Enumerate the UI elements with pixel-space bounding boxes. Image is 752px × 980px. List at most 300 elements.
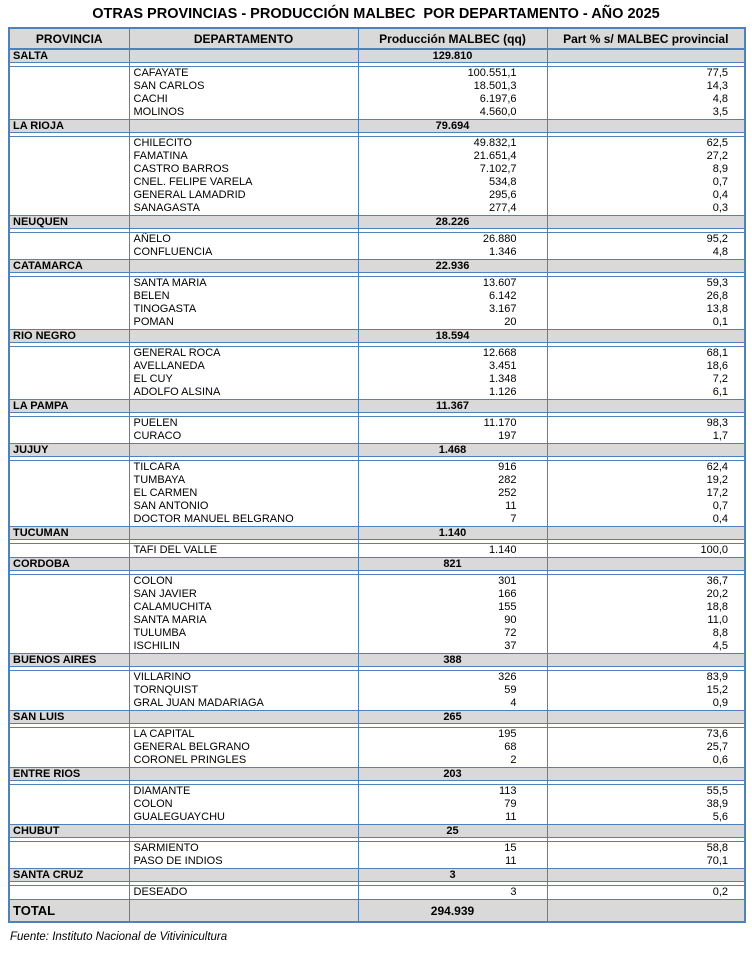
province-empty-cell [547, 330, 745, 343]
production-value-cell: 197 [358, 430, 547, 444]
column-header-provincia: PROVINCIA [9, 28, 129, 49]
department-name-cell: CASTRO BARROS [129, 163, 358, 176]
department-empty-cell [9, 588, 129, 601]
department-empty-cell [9, 487, 129, 500]
department-name-cell: CONFLUENCIA [129, 246, 358, 260]
share-value-cell: 38,9 [547, 798, 745, 811]
department-row [9, 811, 745, 825]
province-empty-cell [547, 558, 745, 571]
share-value-cell: 83,9 [547, 671, 745, 685]
department-empty-cell [9, 614, 129, 627]
department-empty-cell [9, 290, 129, 303]
department-empty-cell [9, 728, 129, 742]
production-value-cell: 155 [358, 601, 547, 614]
production-value-cell: 11 [358, 811, 547, 825]
province-empty-cell [129, 216, 358, 229]
production-value-cell: 3.167 [358, 303, 547, 316]
share-value-cell: 0,9 [547, 697, 745, 711]
share-value-cell: 26,8 [547, 290, 745, 303]
province-name-cell: NEUQUEN [9, 216, 129, 229]
production-value-cell: 326 [358, 671, 547, 685]
production-value-cell: 252 [358, 487, 547, 500]
province-empty-cell [129, 260, 358, 273]
department-empty-cell [9, 246, 129, 260]
department-name-cell: TILCARA [129, 461, 358, 475]
department-name-cell: SANTA MARIA [129, 277, 358, 291]
province-name-cell: RIO NEGRO [9, 330, 129, 343]
province-row [9, 654, 745, 667]
department-empty-cell [9, 316, 129, 330]
department-name-cell: SAN ANTONIO [129, 500, 358, 513]
share-value-cell: 4,8 [547, 246, 745, 260]
province-name-cell: BUENOS AIRES [9, 654, 129, 667]
province-name-cell: CORDOBA [9, 558, 129, 571]
province-name-cell: SALTA [9, 49, 129, 63]
province-empty-cell [547, 768, 745, 781]
province-empty-cell [129, 654, 358, 667]
province-total-cell: 821 [358, 558, 547, 571]
department-row [9, 697, 745, 711]
production-value-cell: 11 [358, 500, 547, 513]
province-empty-cell [129, 768, 358, 781]
province-total-cell: 11.367 [358, 400, 547, 413]
department-name-cell: MOLINOS [129, 106, 358, 120]
province-name-cell: JUJUY [9, 444, 129, 457]
department-name-cell: CHILECITO [129, 137, 358, 151]
department-name-cell: ADOLFO ALSINA [129, 386, 358, 400]
department-empty-cell [9, 754, 129, 768]
production-value-cell: 26.880 [358, 233, 547, 247]
department-empty-cell [9, 785, 129, 799]
share-value-cell: 7,2 [547, 373, 745, 386]
department-name-cell: COLON [129, 798, 358, 811]
share-value-cell: 20,2 [547, 588, 745, 601]
share-value-cell: 18,8 [547, 601, 745, 614]
department-empty-cell [9, 461, 129, 475]
department-empty-cell [9, 684, 129, 697]
department-row [9, 614, 745, 627]
province-total-cell: 388 [358, 654, 547, 667]
table-body [9, 49, 745, 900]
production-value-cell: 90 [358, 614, 547, 627]
province-empty-cell [547, 260, 745, 273]
province-empty-cell [547, 444, 745, 457]
department-row [9, 246, 745, 260]
department-name-cell: CAFAYATE [129, 67, 358, 81]
department-name-cell: AÑELO [129, 233, 358, 247]
department-name-cell: TULUMBA [129, 627, 358, 640]
department-empty-cell [9, 842, 129, 856]
production-value-cell: 13.607 [358, 277, 547, 291]
department-row [9, 347, 745, 361]
province-empty-cell [129, 49, 358, 63]
share-value-cell: 73,6 [547, 728, 745, 742]
department-empty-cell [9, 640, 129, 654]
department-name-cell: TORNQUIST [129, 684, 358, 697]
production-value-cell: 6.142 [358, 290, 547, 303]
province-empty-cell [547, 216, 745, 229]
department-name-cell: PASO DE INDIOS [129, 855, 358, 869]
share-value-cell: 70,1 [547, 855, 745, 869]
province-empty-cell [547, 869, 745, 882]
province-row [9, 260, 745, 273]
department-name-cell: TINOGASTA [129, 303, 358, 316]
province-total-cell: 203 [358, 768, 547, 781]
department-row [9, 93, 745, 106]
province-name-cell: CATAMARCA [9, 260, 129, 273]
department-empty-cell [9, 137, 129, 151]
department-name-cell: PUELEN [129, 417, 358, 431]
province-empty-cell [129, 869, 358, 882]
share-value-cell: 3,5 [547, 106, 745, 120]
department-name-cell: COLON [129, 575, 358, 589]
province-total-cell: 18.594 [358, 330, 547, 343]
department-name-cell: VILLARINO [129, 671, 358, 685]
department-row [9, 627, 745, 640]
share-value-cell: 18,6 [547, 360, 745, 373]
production-value-cell: 49.832,1 [358, 137, 547, 151]
department-empty-cell [9, 233, 129, 247]
department-empty-cell [9, 575, 129, 589]
production-value-cell: 20 [358, 316, 547, 330]
share-value-cell: 27,2 [547, 150, 745, 163]
department-empty-cell [9, 601, 129, 614]
department-row [9, 67, 745, 81]
column-header-departamento: DEPARTAMENTO [129, 28, 358, 49]
share-value-cell: 62,4 [547, 461, 745, 475]
department-row [9, 601, 745, 614]
production-value-cell: 1.348 [358, 373, 547, 386]
department-row [9, 500, 745, 513]
production-value-cell: 534,8 [358, 176, 547, 189]
province-row [9, 558, 745, 571]
share-value-cell: 55,5 [547, 785, 745, 799]
production-value-cell: 72 [358, 627, 547, 640]
province-row [9, 216, 745, 229]
production-value-cell: 11 [358, 855, 547, 869]
department-row [9, 176, 745, 189]
production-value-cell: 1.140 [358, 544, 547, 558]
share-value-cell: 4,5 [547, 640, 745, 654]
department-name-cell: GENERAL BELGRANO [129, 741, 358, 754]
department-row [9, 163, 745, 176]
share-value-cell: 0,6 [547, 754, 745, 768]
department-row [9, 461, 745, 475]
production-value-cell: 277,4 [358, 202, 547, 216]
production-value-cell: 916 [358, 461, 547, 475]
department-empty-cell [9, 360, 129, 373]
share-value-cell: 77,5 [547, 67, 745, 81]
production-value-cell: 4 [358, 697, 547, 711]
department-empty-cell [9, 80, 129, 93]
department-name-cell: AVELLANEDA [129, 360, 358, 373]
department-empty-cell [9, 67, 129, 81]
department-name-cell: CNEL. FELIPE VARELA [129, 176, 358, 189]
province-empty-cell [547, 400, 745, 413]
production-value-cell: 2 [358, 754, 547, 768]
province-empty-cell [129, 825, 358, 838]
department-row [9, 544, 745, 558]
department-empty-cell [9, 544, 129, 558]
share-value-cell: 13,8 [547, 303, 745, 316]
province-row [9, 825, 745, 838]
department-row [9, 842, 745, 856]
department-name-cell: SARMIENTO [129, 842, 358, 856]
province-empty-cell [547, 825, 745, 838]
department-row [9, 233, 745, 247]
department-name-cell: CACHI [129, 93, 358, 106]
province-total-cell: 265 [358, 711, 547, 724]
department-empty-cell [9, 347, 129, 361]
production-value-cell: 68 [358, 741, 547, 754]
share-value-cell: 5,6 [547, 811, 745, 825]
department-empty-cell [9, 798, 129, 811]
department-empty-cell [9, 474, 129, 487]
production-table [8, 27, 746, 923]
column-header-produccion: Producción MALBEC (qq) [358, 28, 547, 49]
total-empty-cell [547, 900, 745, 923]
province-total-cell: 1.468 [358, 444, 547, 457]
total-empty-cell [129, 900, 358, 923]
department-row [9, 290, 745, 303]
department-name-cell: DOCTOR MANUEL BELGRANO [129, 513, 358, 527]
department-empty-cell [9, 373, 129, 386]
department-name-cell: DIAMANTE [129, 785, 358, 799]
table-title: OTRAS PROVINCIAS - PRODUCCIÓN MALBEC POR DEPARTAMENTO - AÑO 2025 [92, 6, 660, 22]
province-empty-cell [547, 654, 745, 667]
share-value-cell: 11,0 [547, 614, 745, 627]
production-value-cell: 1.346 [358, 246, 547, 260]
province-total-cell: 129.810 [358, 49, 547, 63]
column-header-part: Part % s/ MALBEC provincial [547, 28, 745, 49]
department-row [9, 671, 745, 685]
province-row [9, 768, 745, 781]
total-row [9, 900, 745, 923]
province-row [9, 869, 745, 882]
province-row [9, 49, 745, 63]
department-row [9, 386, 745, 400]
share-value-cell: 8,8 [547, 627, 745, 640]
share-value-cell: 1,7 [547, 430, 745, 444]
department-empty-cell [9, 430, 129, 444]
province-empty-cell [547, 711, 745, 724]
share-value-cell: 0,2 [547, 886, 745, 900]
department-name-cell: CORONEL PRINGLES [129, 754, 358, 768]
province-row [9, 711, 745, 724]
department-empty-cell [9, 189, 129, 202]
share-value-cell: 36,7 [547, 575, 745, 589]
share-value-cell: 62,5 [547, 137, 745, 151]
production-value-cell: 3.451 [358, 360, 547, 373]
department-row [9, 741, 745, 754]
department-empty-cell [9, 886, 129, 900]
province-row [9, 330, 745, 343]
share-value-cell: 98,3 [547, 417, 745, 431]
department-empty-cell [9, 163, 129, 176]
department-row [9, 360, 745, 373]
department-name-cell: ISCHILIN [129, 640, 358, 654]
department-empty-cell [9, 386, 129, 400]
department-row [9, 640, 745, 654]
department-empty-cell [9, 741, 129, 754]
share-value-cell: 0,7 [547, 176, 745, 189]
department-empty-cell [9, 513, 129, 527]
share-value-cell: 25,7 [547, 741, 745, 754]
production-value-cell: 21.651,4 [358, 150, 547, 163]
province-total-cell: 79.694 [358, 120, 547, 133]
department-name-cell: TAFI DEL VALLE [129, 544, 358, 558]
department-row [9, 316, 745, 330]
province-empty-cell [547, 527, 745, 540]
production-value-cell: 113 [358, 785, 547, 799]
department-row [9, 575, 745, 589]
share-value-cell: 15,2 [547, 684, 745, 697]
share-value-cell: 14,3 [547, 80, 745, 93]
province-empty-cell [547, 120, 745, 133]
share-value-cell: 4,8 [547, 93, 745, 106]
province-empty-cell [129, 527, 358, 540]
share-value-cell: 19,2 [547, 474, 745, 487]
production-value-cell: 37 [358, 640, 547, 654]
province-name-cell: LA RIOJA [9, 120, 129, 133]
department-name-cell: TUMBAYA [129, 474, 358, 487]
production-value-cell: 7.102,7 [358, 163, 547, 176]
production-value-cell: 18.501,3 [358, 80, 547, 93]
department-row [9, 513, 745, 527]
department-empty-cell [9, 697, 129, 711]
department-row [9, 202, 745, 216]
header-row [9, 28, 745, 49]
department-empty-cell [9, 811, 129, 825]
share-value-cell: 59,3 [547, 277, 745, 291]
province-empty-cell [129, 711, 358, 724]
production-value-cell: 12.668 [358, 347, 547, 361]
department-row [9, 785, 745, 799]
department-row [9, 373, 745, 386]
department-row [9, 417, 745, 431]
province-total-cell: 1.140 [358, 527, 547, 540]
department-row [9, 303, 745, 316]
province-row [9, 444, 745, 457]
department-row [9, 855, 745, 869]
department-row [9, 588, 745, 601]
province-empty-cell [129, 444, 358, 457]
production-value-cell: 1.126 [358, 386, 547, 400]
province-name-cell: SAN LUIS [9, 711, 129, 724]
department-name-cell: GENERAL ROCA [129, 347, 358, 361]
department-empty-cell [9, 627, 129, 640]
province-empty-cell [547, 49, 745, 63]
province-name-cell: ENTRE RIOS [9, 768, 129, 781]
share-value-cell: 58,8 [547, 842, 745, 856]
department-name-cell: FAMATINA [129, 150, 358, 163]
province-row [9, 120, 745, 133]
department-row [9, 798, 745, 811]
department-row [9, 137, 745, 151]
share-value-cell: 100,0 [547, 544, 745, 558]
production-value-cell: 282 [358, 474, 547, 487]
share-value-cell: 0,3 [547, 202, 745, 216]
share-value-cell: 17,2 [547, 487, 745, 500]
department-name-cell: SANTA MARIA [129, 614, 358, 627]
department-empty-cell [9, 150, 129, 163]
production-value-cell: 79 [358, 798, 547, 811]
department-row [9, 474, 745, 487]
department-row [9, 684, 745, 697]
department-name-cell: EL CUY [129, 373, 358, 386]
production-value-cell: 11.170 [358, 417, 547, 431]
department-row [9, 430, 745, 444]
department-row [9, 189, 745, 202]
province-empty-cell [129, 400, 358, 413]
province-name-cell: CHUBUT [9, 825, 129, 838]
province-total-cell: 22.936 [358, 260, 547, 273]
share-value-cell: 6,1 [547, 386, 745, 400]
province-total-cell: 3 [358, 869, 547, 882]
department-name-cell: LA CAPITAL [129, 728, 358, 742]
production-value-cell: 59 [358, 684, 547, 697]
department-name-cell: POMAN [129, 316, 358, 330]
production-value-cell: 301 [358, 575, 547, 589]
department-name-cell: GRAL JUAN MADARIAGA [129, 697, 358, 711]
department-row [9, 487, 745, 500]
share-value-cell: 68,1 [547, 347, 745, 361]
department-name-cell: CALAMUCHITA [129, 601, 358, 614]
production-value-cell: 295,6 [358, 189, 547, 202]
province-empty-cell [129, 120, 358, 133]
production-value-cell: 15 [358, 842, 547, 856]
production-value-cell: 3 [358, 886, 547, 900]
production-value-cell: 166 [358, 588, 547, 601]
source-note: Fuente: Instituto Nacional de Vitivinicultura [10, 931, 228, 943]
province-total-cell: 25 [358, 825, 547, 838]
department-empty-cell [9, 303, 129, 316]
department-name-cell: BELEN [129, 290, 358, 303]
share-value-cell: 95,2 [547, 233, 745, 247]
share-value-cell: 0,7 [547, 500, 745, 513]
share-value-cell: 8,9 [547, 163, 745, 176]
production-value-cell: 7 [358, 513, 547, 527]
department-empty-cell [9, 671, 129, 685]
department-row [9, 80, 745, 93]
share-value-cell: 0,4 [547, 189, 745, 202]
share-value-cell: 0,4 [547, 513, 745, 527]
department-row [9, 106, 745, 120]
province-empty-cell [129, 558, 358, 571]
department-name-cell: GENERAL LAMADRID [129, 189, 358, 202]
department-name-cell: SANAGASTA [129, 202, 358, 216]
department-name-cell: CURACO [129, 430, 358, 444]
department-name-cell: GUALEGUAYCHU [129, 811, 358, 825]
department-empty-cell [9, 202, 129, 216]
department-row [9, 754, 745, 768]
department-empty-cell [9, 500, 129, 513]
province-name-cell: TUCUMAN [9, 527, 129, 540]
province-row [9, 527, 745, 540]
department-name-cell: SAN CARLOS [129, 80, 358, 93]
department-row [9, 277, 745, 291]
total-label-cell: TOTAL [9, 900, 129, 923]
department-empty-cell [9, 176, 129, 189]
department-name-cell: EL CARMEN [129, 487, 358, 500]
production-value-cell: 4.560,0 [358, 106, 547, 120]
department-empty-cell [9, 855, 129, 869]
production-value-cell: 100.551,1 [358, 67, 547, 81]
province-empty-cell [129, 330, 358, 343]
share-value-cell: 0,1 [547, 316, 745, 330]
production-value-cell: 195 [358, 728, 547, 742]
department-empty-cell [9, 106, 129, 120]
